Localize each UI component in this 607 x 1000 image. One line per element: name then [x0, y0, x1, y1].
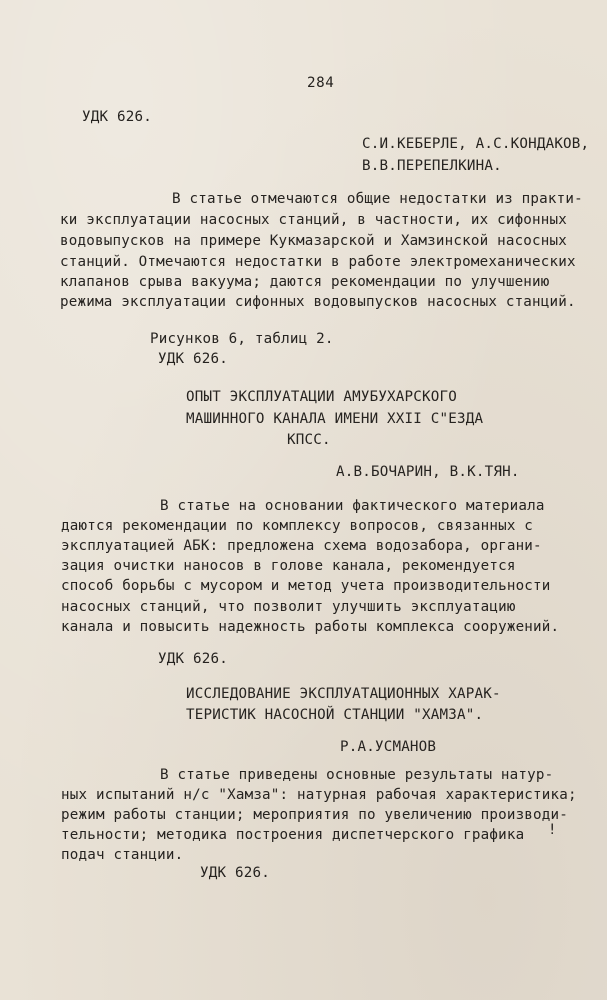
abstract-2-line-3: эксплуатацией АБК: предложена схема водозабора, органи-	[61, 538, 542, 554]
title-2-line-1: ОПЫТ ЭКСПЛУАТАЦИИ АМУБУХАРСКОГО	[186, 389, 457, 405]
abstract-3-line-4: тельности; методика построения диспетчерского графика	[61, 827, 525, 843]
margin-mark: !	[548, 822, 557, 838]
abstract-2-line-4: зация очистки наносов в голове канала, рекомендуется	[61, 558, 516, 574]
abstract-3-line-5: подач станции.	[61, 847, 184, 863]
title-2-line-2: МАШИННОГО КАНАЛА ИМЕНИ XXII С"ЕЗДА	[186, 411, 484, 427]
abstract-1-line-6: режима эксплуатации сифонных водовыпусков насосных станций.	[60, 294, 576, 310]
authors-3: Р.А.УСМАНОВ	[340, 739, 437, 755]
abstract-2-line-5: способ борьбы с мусором и метод учета производительности	[61, 578, 551, 594]
abstract-2-line-1: В статье на основании фактического материала	[160, 498, 545, 514]
abstract-3-line-1: В статье приведены основные результаты натур-	[160, 767, 554, 783]
authors-2: А.В.БОЧАРИН, В.К.ТЯН.	[336, 464, 520, 480]
abstract-1-line-3: водовыпусков на примере Кукмазарской и Хамзинской насосных	[60, 233, 568, 249]
abstract-3-line-2: ных испытаний н/с "Хамза": натурная рабочая характеристика;	[61, 787, 577, 803]
abstract-1-line-2: ки эксплуатации насосных станций, в частности, их сифонных	[60, 212, 568, 228]
authors-1-line-1: С.И.КЕБЕРЛЕ, А.С.КОНДАКОВ,	[362, 136, 590, 152]
abstract-1-line-4: станций. Отмечаются недостатки в работе электромеханических	[60, 254, 576, 270]
udk-label-3: УДК 626.	[158, 651, 228, 667]
udk-label-1: УДК 626.	[82, 109, 152, 125]
abstract-2-line-7: канала и повысить надежность работы комплекса сооружений.	[61, 619, 560, 635]
udk-label-2: УДК 626.	[158, 351, 228, 367]
udk-label-4: УДК 626.	[200, 865, 270, 881]
abstract-2-line-6: насосных станций, что позволит улучшить эксплуатацию	[61, 599, 516, 615]
title-2-line-3: КПСС.	[287, 432, 331, 448]
abstract-3-line-3: режим работы станции; мероприятия по увеличению производи-	[61, 807, 569, 823]
title-3-line-2: ТЕРИСТИК НАСОСНОЙ СТАНЦИИ "ХАМЗА".	[186, 707, 484, 723]
page-number: 284	[307, 75, 335, 91]
abstract-1-line-1: В статье отмечаются общие недостатки из практи-	[172, 191, 583, 207]
figures-tables-note: Рисунков 6, таблиц 2.	[150, 331, 334, 347]
title-3-line-1: ИССЛЕДОВАНИЕ ЭКСПЛУАТАЦИОННЫХ ХАРАК-	[186, 686, 501, 702]
authors-1-line-2: В.В.ПЕРЕПЕЛКИНА.	[362, 158, 502, 174]
abstract-1-line-5: клапанов срыва вакуума; даются рекомендации по улучшению	[60, 274, 550, 290]
abstract-2-line-2: даются рекомендации по комплексу вопросов, связанных с	[61, 518, 534, 534]
